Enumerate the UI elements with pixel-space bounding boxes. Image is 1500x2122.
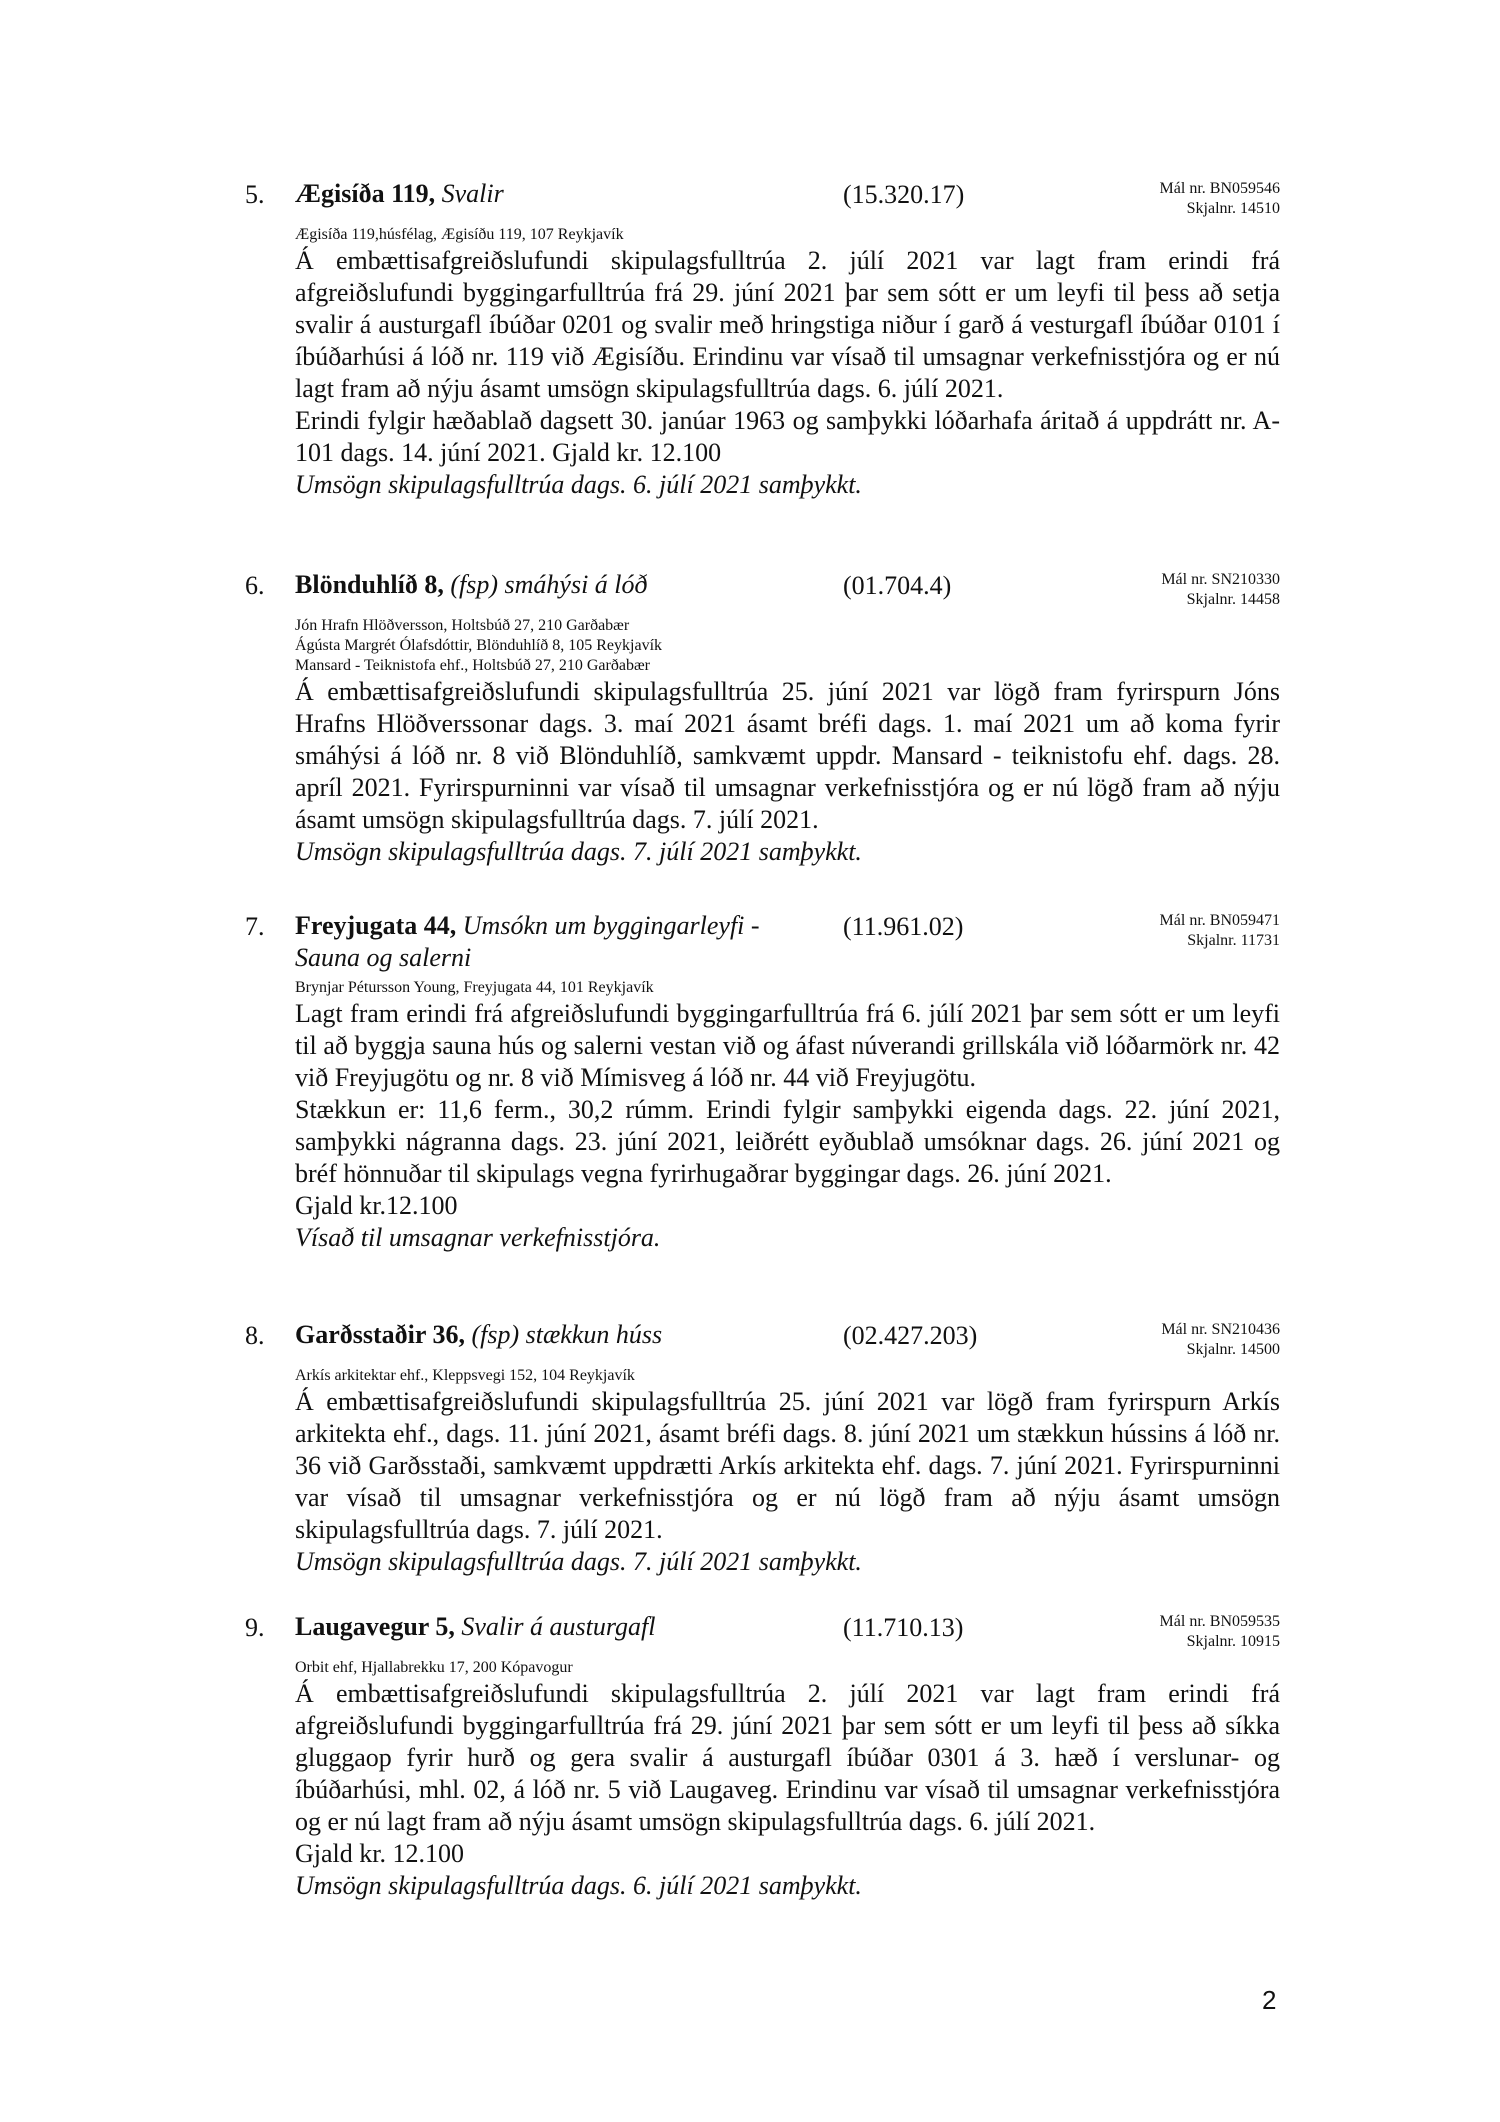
item-paragraph: Gjald kr.12.100 [295,1191,458,1220]
item-paragraph: Á embættisafgreiðslufundi skipulagsfulltrúa 25. júní 2021 var lögð fram fyrirspurn Jóns Hrafns Hlöðverssonar dags. 3. maí 2021 ásamt bréfi dags. 1. maí 2021 um að koma fyrir smáhýsi á lóð nr. 8 við Blönduhlíð, samkvæmt uppdr. Mansard - teiknistofu ehf. dags. 28. apríl 2021. Fyrirspurninni var vísað til umsagnar verkefnisstjóra og er nú lögð fram að nýju ásamt umsögn skipulagsfulltrúa dags. 7. júlí 2021. [295,677,1280,834]
item-heading [295,910,765,974]
party-line: Arkís arkitektar ehf., Kleppsvegi 152, 104 Reykjavík [295,1367,635,1384]
item-paragraph: Lagt fram erindi frá afgreiðslufundi byggingarfulltrúa frá 6. júlí 2021 þar sem sótt er um leyfi til að byggja sauna hús og salerni vestan við og áfast núverandi grillskála við lóðarmörk nr. 42 við Freyjugötu og nr. 8 við Mímisveg á lóð nr. 44 við Freyjugötu. [295,999,1280,1092]
item-number: 8. [245,1321,265,1350]
party-line: Mansard - Teiknistofa ehf., Holtsbúð 27, 210 Garðabær [295,657,650,674]
item-paragraph: Á embættisafgreiðslufundi skipulagsfulltrúa 25. júní 2021 var lögð fram fyrirspurn Arkís arkitekta ehf., dags. 11. júní 2021, ásamt bréfi dags. 8. júní 2021 um stækkun hússins á lóð nr. 36 við Garðsstaði, samkvæmt uppdrætti Arkís arkitekta ehf. dags. 7. júní 2021. Fyrirspurninni var vísað til umsagnar verkefnisstjóra og er nú lögð fram að nýju ásamt umsögn skipulagsfulltrúa dags. 7. júlí 2021. [295,1387,1280,1544]
case-number: Mál nr. BN059535 [1159,1613,1280,1630]
item-parties [295,225,1280,245]
item-decision: Umsögn skipulagsfulltrúa dags. 7. júlí 2021 samþykkt. [295,837,862,866]
item-case-meta [1161,570,1280,610]
item-decision: Umsögn skipulagsfulltrúa dags. 6. júlí 2021 samþykkt. [295,1871,862,1900]
item-parties [295,1658,1280,1678]
item-parties [295,616,1280,676]
item-land-number: (02.427.203) [843,1321,978,1350]
item-land-number: (15.320.17) [843,180,965,209]
case-number: Mál nr. SN210436 [1161,1321,1280,1338]
item-land-number: (11.710.13) [843,1613,964,1642]
item-subject: Svalir á austurgafl [461,1612,656,1641]
item-land-number: (01.704.4) [843,571,952,600]
item-decision: Vísað til umsagnar verkefnisstjóra. [295,1223,661,1252]
item-address: Laugavegur 5, [295,1612,455,1641]
item-number: 6. [245,571,265,600]
document-number: Skjalnr. 14510 [1186,200,1280,217]
item-paragraph: Gjald kr. 12.100 [295,1839,464,1868]
document-number: Skjalnr. 11731 [1187,932,1280,949]
item-subject: Svalir [441,179,504,208]
item-subject: Umsókn um byggingarleyfi - Sauna og salerni [295,911,760,972]
item-subject: (fsp) stækkun húss [471,1320,663,1349]
item-parties [295,1366,1280,1386]
item-body [295,676,1280,868]
item-heading [295,1319,815,1351]
case-number: Mál nr. SN210330 [1161,571,1280,588]
item-heading [295,569,815,601]
item-subject: (fsp) smáhýsi á lóð [450,570,648,599]
item-case-meta [1160,179,1280,219]
item-heading [295,1611,815,1643]
party-line: Brynjar Pétursson Young, Freyjugata 44, 101 Reykjavík [295,979,654,996]
party-line: Jón Hrafn Hlöðversson, Holtsbúð 27, 210 Garðabær [295,617,630,634]
document-number: Skjalnr. 14458 [1186,591,1280,608]
item-number: 9. [245,1613,265,1642]
item-decision: Umsögn skipulagsfulltrúa dags. 6. júlí 2021 samþykkt. [295,470,862,499]
party-line: Ægisíða 119,húsfélag, Ægisíðu 119, 107 Reykjavík [295,226,624,243]
item-body [295,998,1280,1254]
item-address: Ægisíða 119, [295,179,436,208]
item-case-meta [1161,1320,1280,1360]
item-land-number: (11.961.02) [843,912,964,941]
document-number: Skjalnr. 14500 [1186,1341,1280,1358]
item-address: Blönduhlíð 8, [295,570,444,599]
item-address: Garðsstaðir 36, [295,1320,465,1349]
case-number: Mál nr. BN059471 [1159,912,1280,929]
item-case-meta [1160,911,1280,951]
page-number: 2 [1262,1985,1277,2015]
agenda-item-8 [245,1319,1280,1578]
agenda-item-9 [245,1611,1280,1902]
item-decision: Umsögn skipulagsfulltrúa dags. 7. júlí 2021 samþykkt. [295,1547,862,1576]
agenda-item-5 [245,178,1280,501]
item-number: 5. [245,180,265,209]
document-number: Skjalnr. 10915 [1186,1633,1280,1650]
case-number: Mál nr. BN059546 [1159,180,1280,197]
item-number: 7. [245,912,265,941]
party-line: Ágústa Margrét Ólafsdóttir, Blönduhlíð 8, 105 Reykjavík [295,637,663,654]
item-paragraph: Á embættisafgreiðslufundi skipulagsfulltrúa 2. júlí 2021 var lagt fram erindi frá afgreiðslufundi byggingarfulltrúa frá 29. júní 2021 þar sem sótt er um leyfi til þess að síkka gluggaop fyrir hurð og gera svalir á austurgafl íbúðar 0301 á 3. hæð í verslunar- og íbúðarhúsi, mhl. 02, á lóð nr. 5 við Laugaveg. Erindinu var vísað til umsagnar verkefnisstjóra og er nú lagt fram að nýju ásamt umsögn skipulagsfulltrúa dags. 6. júlí 2021. [295,1679,1280,1836]
party-line: Orbit ehf, Hjallabrekku 17, 200 Kópavogur [295,1659,573,1676]
item-body [295,1678,1280,1902]
item-address: Freyjugata 44, [295,911,457,940]
item-parties [295,978,1280,998]
agenda-item-7 [245,910,1280,1254]
item-paragraph: Stækkun er: 11,6 ferm., 30,2 rúmm. Erindi fylgir samþykki eigenda dags. 22. júní 2021, samþykki nágranna dags. 23. júní 2021, leiðrétt eyðublað umsóknar dags. 26. júní 2021 og bréf hönnuðar til skipulags vegna fyrirhugaðrar byggingar dags. 26. júní 2021. [295,1095,1280,1188]
item-paragraph: Á embættisafgreiðslufundi skipulagsfulltrúa 2. júlí 2021 var lagt fram erindi frá afgreiðslufundi byggingarfulltrúa frá 29. júní 2021 þar sem sótt er um leyfi til þess að setja svalir á austurgafl íbúðar 0201 og svalir með hringstiga niður í garð á vesturgafl íbúðar 0101 í íbúðarhúsi á lóð nr. 119 við Ægisíðu. Erindinu var vísað til umsagnar verkefnisstjóra og er nú lagt fram að nýju ásamt umsögn skipulagsfulltrúa dags. 6. júlí 2021. [295,246,1280,403]
item-paragraph: Erindi fylgir hæðablað dagsett 30. janúar 1963 og samþykki lóðarhafa áritað á uppdrátt nr. A-101 dags. 14. júní 2021. Gjald kr. 12.100 [295,406,1280,467]
item-body [295,1386,1280,1578]
item-body [295,245,1280,501]
item-heading [295,178,815,210]
item-case-meta [1160,1612,1280,1652]
agenda-item-6 [245,569,1280,868]
